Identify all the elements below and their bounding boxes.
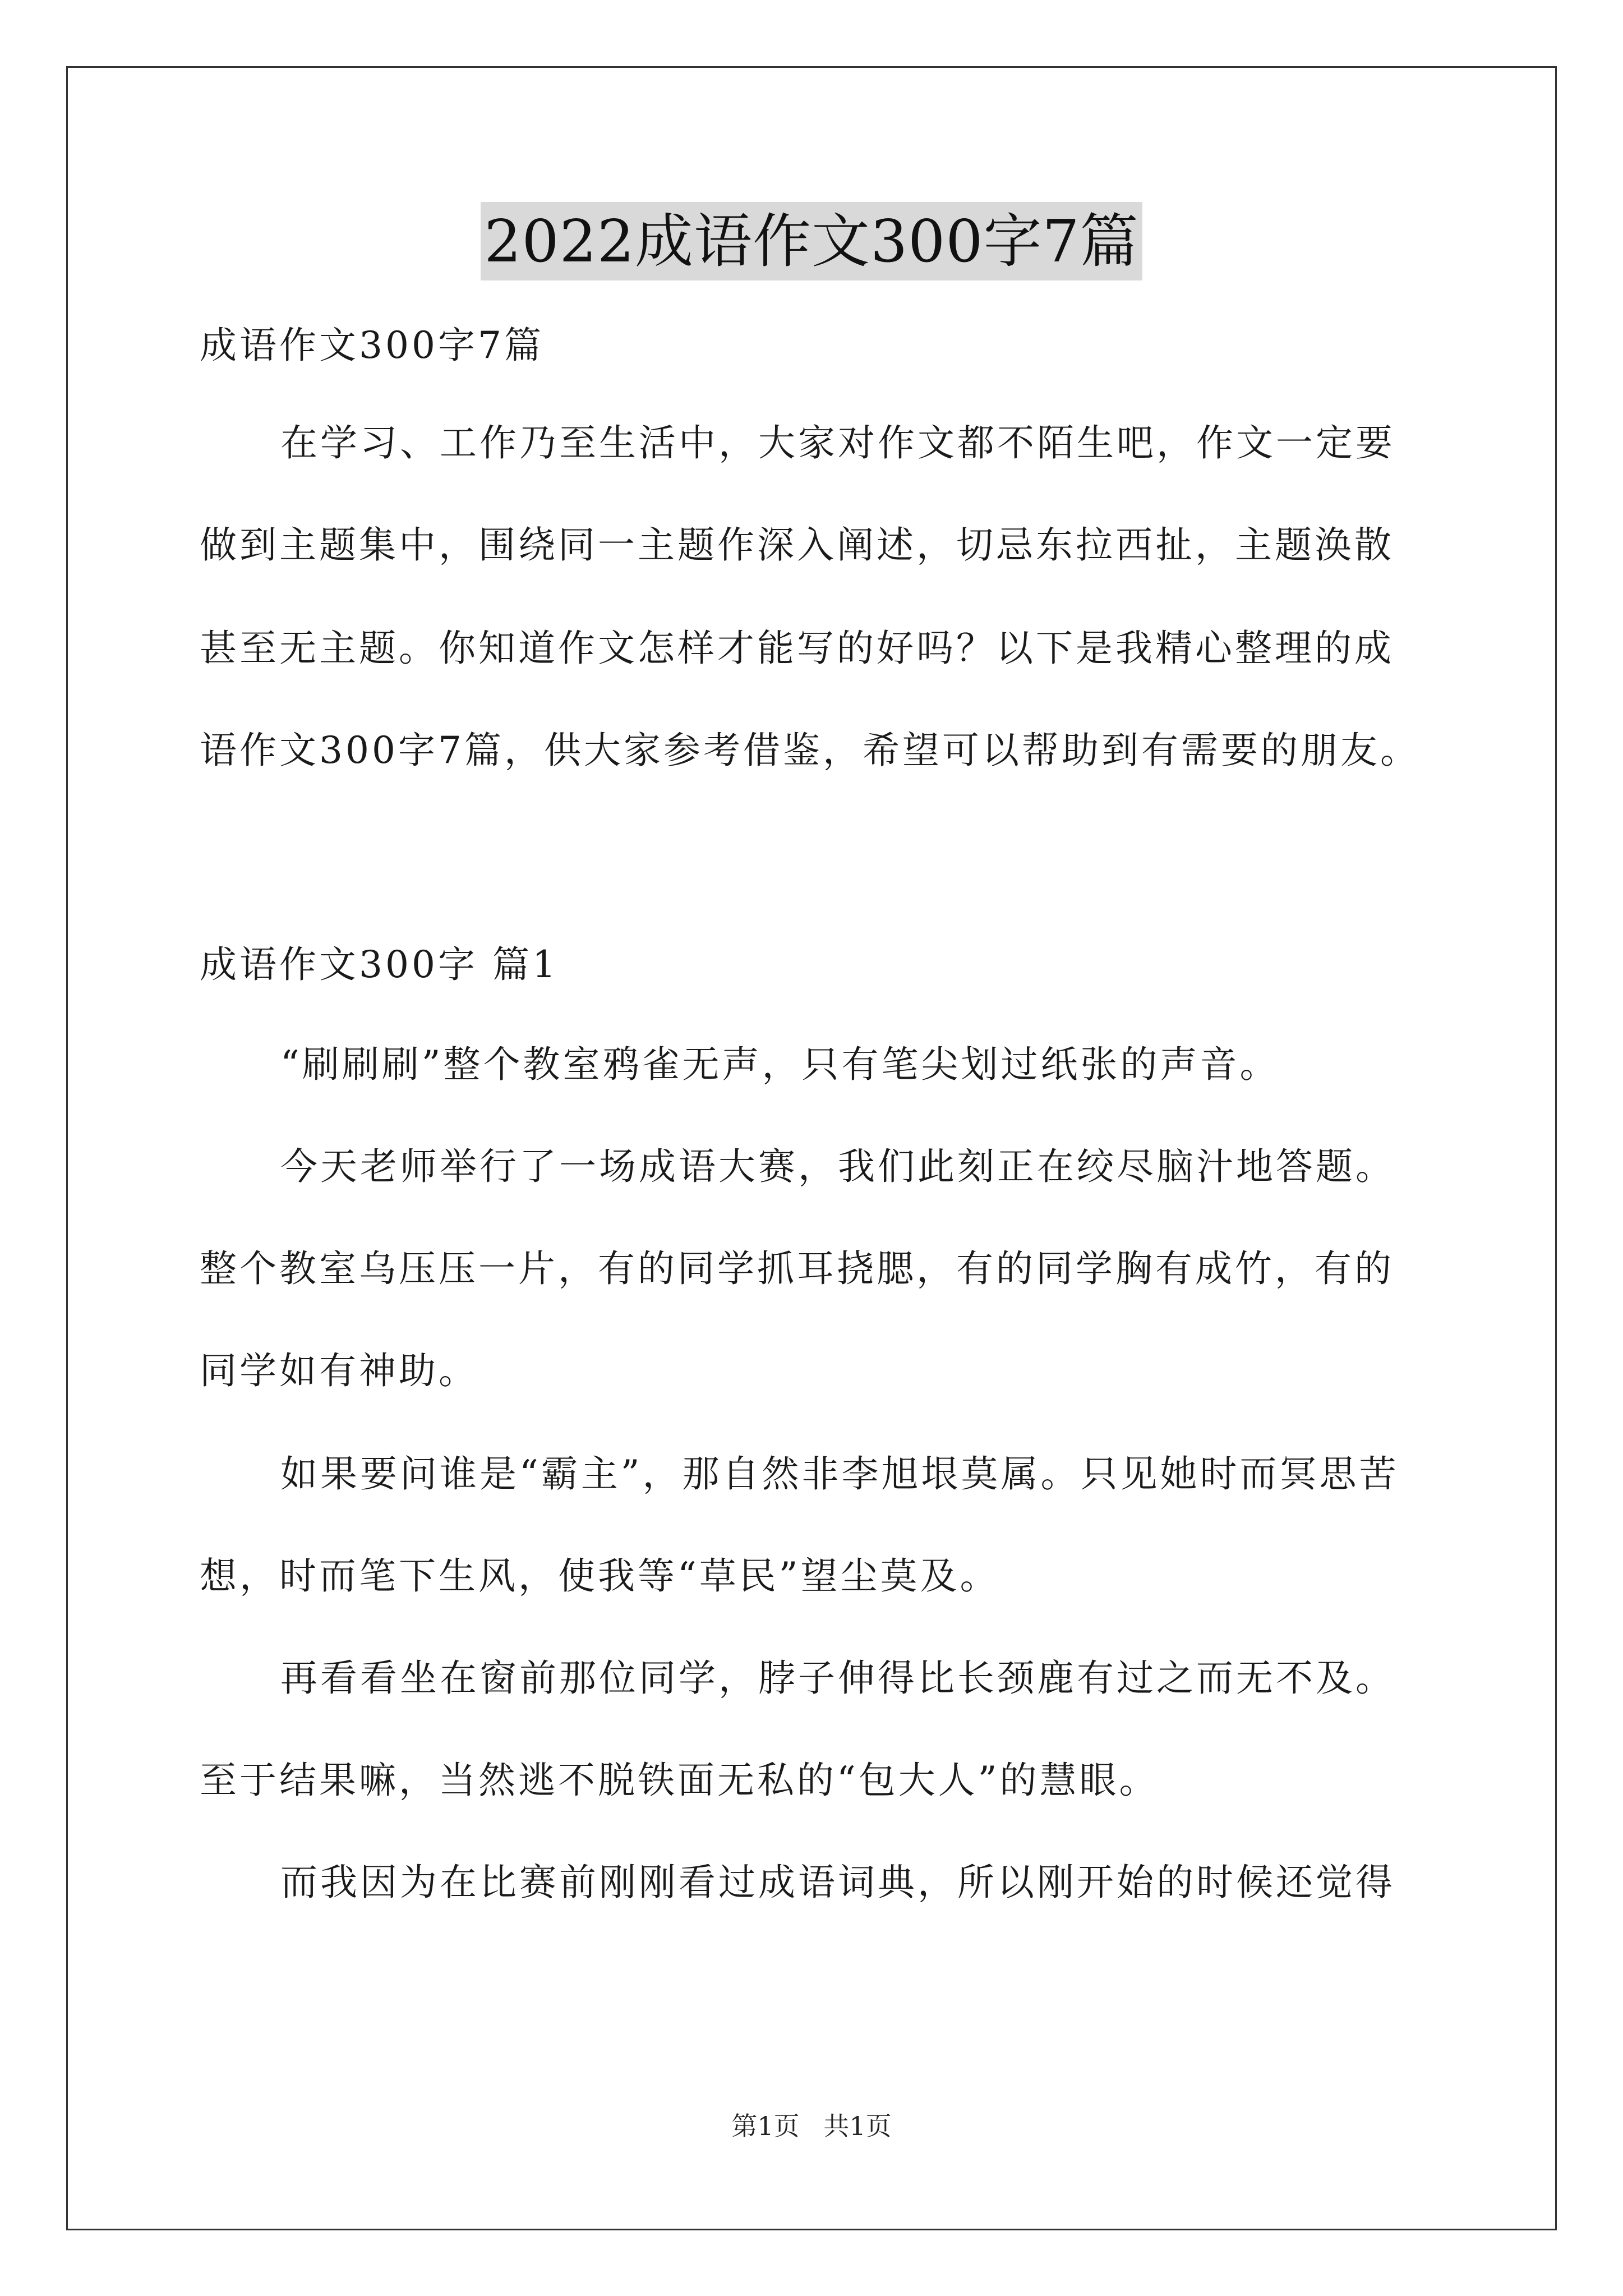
document-subtitle: 成语作文300字7篇 [200,324,544,367]
body-line: 想，时而笔下生风，使我等“草民”望尘莫及。 [200,1554,1000,1598]
intro-line: 做到主题集中，围绕同一主题作深入阐述，切忌东拉西扯，主题涣散 [200,523,1394,567]
intro-line: 甚至无主题。你知道作文怎样才能写的好吗？以下是我精心整理的成 [200,627,1394,670]
body-line: “刷刷刷”整个教室鸦雀无声，只有笔尖划过纸张的声音。 [280,1043,1280,1086]
intro-line: 语作文300字7篇，供大家参考借鉴，希望可以帮助到有需要的朋友。 [200,729,1420,772]
body-line: 而我因为在比赛前刚刚看过成语词典，所以刚开始的时候还觉得 [280,1861,1395,1904]
page-number-current: 第1页 [731,2111,800,2141]
body-line: 今天老师举行了一场成语大赛，我们此刻正在绞尽脑汁地答题。 [280,1145,1395,1188]
body-line: 再看看坐在窗前那位同学，脖子伸得比长颈鹿有过之而无不及。 [280,1657,1395,1700]
body-line: 同学如有神助。 [200,1349,478,1392]
section-heading: 成语作文300字 篇1 [200,943,559,986]
title-wrapper [0,202,1623,280]
body-line: 整个教室乌压压一片，有的同学抓耳挠腮，有的同学胸有成竹，有的 [200,1247,1394,1290]
page-footer [0,2109,1623,2143]
document-title: 2022成语作文300字7篇 [481,202,1142,280]
body-line: 如果要问谁是“霸主”，那自然非李旭垠莫属。只见她时而冥思苦 [280,1452,1399,1496]
page-number-total: 共1页 [823,2111,892,2141]
intro-line: 在学习、工作乃至生活中，大家对作文都不陌生吧，作文一定要 [280,421,1395,464]
body-line: 至于结果嘛，当然逃不脱铁面无私的“包大人”的慧眼。 [200,1759,1159,1802]
